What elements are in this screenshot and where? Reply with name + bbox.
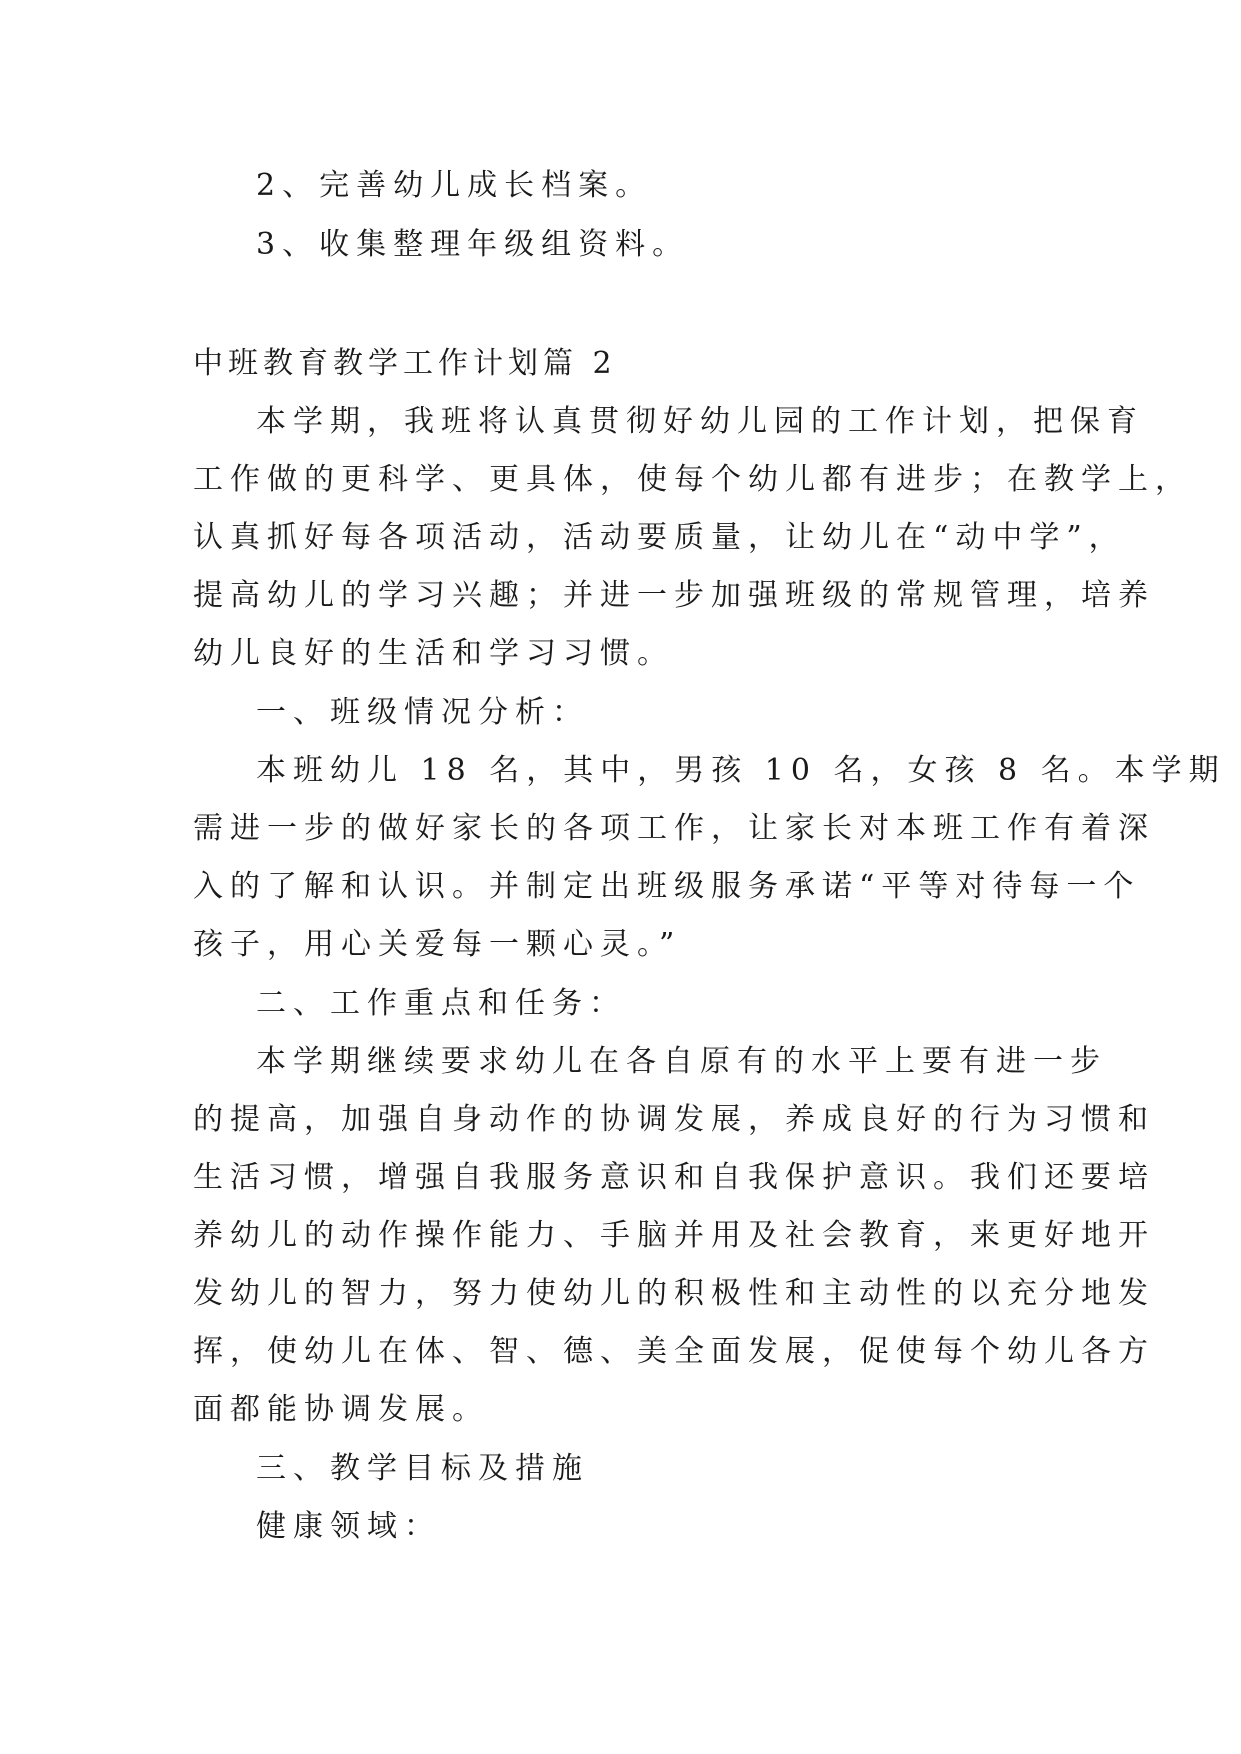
paragraph-line: 工作做的更科学、更具体，使每个幼儿都有进步；在教学上，: [193, 462, 1192, 497]
heading-teaching-goals: 三、教学目标及措施: [256, 1451, 589, 1486]
paragraph-line: 需进一步的做好家长的各项工作，让家长对本班工作有着深: [193, 811, 1155, 846]
paragraph-line: 的提高，加强自身动作的协调发展，养成良好的行为习惯和: [193, 1102, 1155, 1137]
paragraph-line: 幼儿良好的生活和学习习惯。: [193, 636, 674, 671]
paragraph-line: 生活习惯，增强自我服务意识和自我保护意识。我们还要培: [193, 1160, 1155, 1195]
section-title: 中班教育教学工作计划篇 2: [193, 346, 617, 381]
paragraph-line: 孩子，用心关爱每一颗心灵。”: [193, 927, 682, 962]
heading-key-tasks: 二、工作重点和任务：: [256, 986, 626, 1021]
heading-class-analysis: 一、班级情况分析：: [256, 695, 589, 730]
paragraph-line: 发幼儿的智力，努力使幼儿的积极性和主动性的以充分地发: [193, 1276, 1155, 1311]
list-item-archive: 2、完善幼儿成长档案。: [256, 168, 653, 203]
paragraph-line: 本班幼儿 18 名，其中，男孩 10 名，女孩 8 名。本学期: [256, 753, 1226, 788]
paragraph-line: 提高幼儿的学习兴趣；并进一步加强班级的常规管理，培养: [193, 578, 1155, 613]
paragraph-line: 本学期，我班将认真贯彻好幼儿园的工作计划，把保育: [256, 404, 1144, 439]
paragraph-line: 本学期继续要求幼儿在各自原有的水平上要有进一步: [256, 1044, 1107, 1079]
paragraph-line: 面都能协调发展。: [193, 1392, 489, 1427]
paragraph-line: 入的了解和认识。并制定出班级服务承诺“平等对待每一个: [193, 869, 1141, 904]
paragraph-line: 挥，使幼儿在体、智、德、美全面发展，促使每个幼儿各方: [193, 1334, 1155, 1369]
heading-health-domain: 健康领域：: [256, 1509, 441, 1544]
list-item-materials: 3、收集整理年级组资料。: [256, 227, 690, 262]
paragraph-line: 认真抓好每各项活动，活动要质量，让幼儿在“动中学”，: [193, 520, 1126, 555]
paragraph-line: 养幼儿的动作操作能力、手脑并用及社会教育，来更好地开: [193, 1218, 1155, 1253]
